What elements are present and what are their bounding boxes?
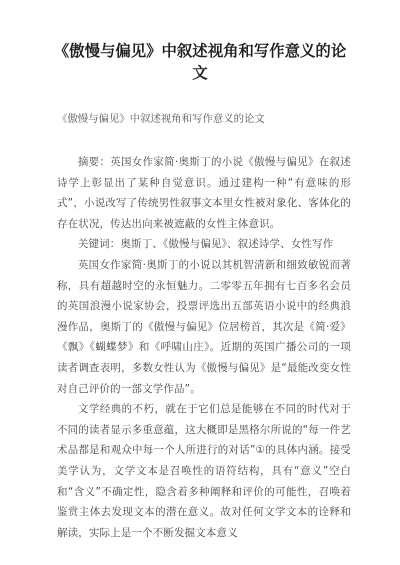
- body-paragraph: 英国女作家简·奥斯丁的小说以其机智清新和细致敏锐而著称，具有超越时空的永恒魅力。二零零五年拥有七百多名会员的英国浪漫小说家协会，投票评选出五部英语小说中的经典浪漫作品，奥斯丁的《傲慢与偏见》位居榜首，其次是《简·爱》《飘》《蝴蝶梦》和《呼啸山庄》。近期的英国广播公司的一项读者调查表明，多数女性认为《傲慢与偏见》是“最能改变女性对自己评价的一部文学作品”。: [57, 258, 351, 395]
- keywords-paragraph: 关键词：奥斯丁、《傲慢与偏见》、叙述诗学、女性写作: [77, 238, 334, 251]
- body-paragraph: 文学经典的不朽，就在于它们总是能够在不同的时代对于不同的读者显示多重意蕴，这大概即是黑格尔所说的“每一件艺术品都是和观众中每一个人所进行的对话”①的具体内涵。接受美学认为，文学文本是召唤性的语符结构，具有“意义”空白和“含义”不确定性，隐含着多种阐释和评价的可能性，召唤着鉴赏主体去发现文本的潜在意义。故对任何文学文本的诠释和解读，实际上是一个不断发掘文本意义: [57, 403, 351, 539]
- page-title: 《傲慢与偏见》中叙述视角和写作意义的论文: [53, 42, 347, 82]
- abstract-paragraph: 摘要：英国女作家简·奥斯丁的小说《傲慢与偏见》在叙述诗学上彰显出了某种自觉意识。通过建构一种“有意味的形式”，小说改写了传统男性叙事文本里女性被对象化、客体化的存在状况，传达出向来被遮蔽的女性主体意识。: [57, 156, 351, 230]
- document-subtitle: 《傲慢与偏见》中叙述视角和写作意义的论文: [57, 113, 265, 125]
- document-body: [57, 152, 351, 543]
